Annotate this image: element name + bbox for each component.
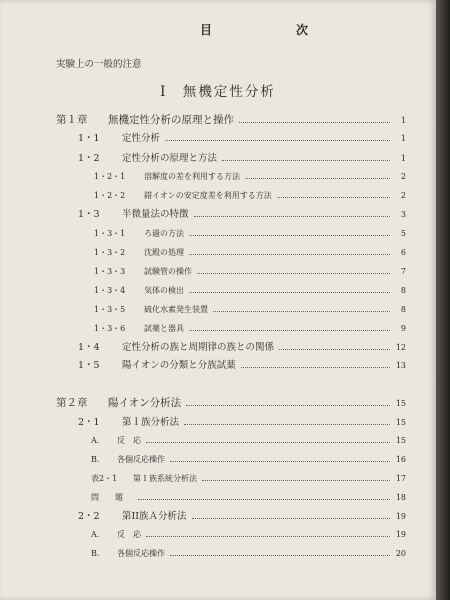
toc-label: 試薬と器具 [144,324,184,333]
leader-dots [170,453,390,462]
toc-label: 定性分析 [122,133,161,144]
toc-label: 試験管の操作 [144,267,192,276]
toc-subsection-1-3-5 [94,303,406,317]
toc-chapter-1 [56,113,406,127]
leader-dots [194,208,390,217]
leader-dots [197,265,390,274]
toc-number: B. [91,549,100,558]
toc-page: 19 [395,512,406,521]
toc-problems [91,491,406,505]
toc-label: ろ過の方法 [144,229,184,238]
toc-page: 15 [395,418,406,427]
toc-page: 18 [395,493,406,502]
leader-dots [146,528,390,537]
toc-number: 表2・1 [91,474,118,483]
leader-dots [189,246,390,255]
toc-number: 1・3・2 [94,248,126,257]
toc-number: 1・1 [78,133,100,144]
leader-dots [222,152,390,161]
toc-item-2-1-a [91,434,406,448]
toc-number: 1・2・2 [94,191,126,200]
toc-number: 1・4 [78,342,100,353]
toc-number: B. [91,455,100,464]
toc-item-2-2-a [91,528,406,542]
preliminary-note: 実験上の一般的注意 [56,59,142,70]
toc-page: 7 [400,267,406,276]
toc-label: 錯イオンの安定度差を利用する方法 [144,191,272,200]
toc-chapter-2 [56,396,406,410]
toc-label: 第Ｉ族系統分析法 [133,474,197,483]
toc-section-2-2 [78,510,406,524]
toc-subsection-1-3-6 [94,322,406,336]
toc-page: 3 [400,210,406,219]
leader-dots [277,189,390,198]
toc-section-1-3 [78,208,406,222]
toc-number: 1・3・5 [94,305,126,314]
toc-label: 陽イオンの分類と分族試薬 [122,360,236,371]
toc-number: 1・5 [78,360,100,371]
toc-table-2-1 [91,472,406,486]
leader-dots [146,434,390,443]
toc-label: 半微量法の特徴 [122,209,189,220]
toc-page: 19 [395,530,406,539]
toc-label: 第II族Ａ分析法 [122,511,187,522]
toc-number: 1・2 [78,153,100,164]
toc-label: 第Ｉ族分析法 [122,417,180,428]
toc-subsection-1-3-3 [94,265,406,279]
leader-dots [184,416,390,425]
toc-page: 16 [395,455,406,464]
toc-number: 2・1 [78,417,100,428]
toc-item-2-1-b [91,453,406,467]
leader-dots [192,510,390,519]
toc-page: 1 [400,154,406,163]
leader-dots [241,359,390,368]
toc-page: 15 [395,436,406,445]
toc-page: 5 [400,229,406,238]
toc-section-1-2 [78,152,406,166]
leader-dots [239,114,390,123]
toc-section-1-1 [78,132,406,146]
toc-page: 15 [395,399,406,408]
toc-section-2-1 [78,416,406,430]
toc-number: 1・3・1 [94,229,126,238]
leader-dots [186,397,390,406]
toc-page: 2 [400,191,406,200]
toc-page: 17 [395,474,406,483]
toc-page: 20 [395,549,406,558]
toc-number: A. [91,436,100,445]
toc-page: 12 [395,343,406,352]
leader-dots [138,491,390,500]
toc-page: 1 [400,116,406,125]
toc-number: 第１章 [56,114,88,126]
toc-number: 1・3・3 [94,267,126,276]
toc-label: 反 応 [117,436,141,445]
toc-page: 13 [395,361,406,370]
toc-subsection-1-3-2 [94,246,406,260]
toc-section-1-5 [78,359,406,373]
toc-label: 溶解度の差を利用する方法 [144,172,240,181]
toc-page: 6 [400,248,406,257]
toc-label: 反 応 [117,530,141,539]
leader-dots [165,132,390,141]
leader-dots [213,303,390,312]
toc-label: 各個反応操作 [117,549,165,558]
toc-page: 2 [400,172,406,181]
leader-dots [170,547,390,556]
toc-page: 1 [400,134,406,143]
toc-label: 無機定性分析の原理と操作 [108,114,234,126]
toc-page: 8 [400,305,406,314]
toc-item-2-2-b [91,547,406,561]
toc-number: 1・2・1 [94,172,126,181]
toc-number: 第２章 [56,397,88,409]
part-heading: I 無機定性分析 [160,84,276,100]
toc-label: 各個反応操作 [117,455,165,464]
toc-number: 問 題 [91,493,123,502]
toc-subsection-1-2-2 [94,189,406,203]
toc-subsection-1-3-4 [94,284,406,298]
toc-number: 1・3 [78,209,100,220]
leader-dots [245,170,390,179]
toc-subsection-1-2-1 [94,170,406,184]
toc-label: 定性分析の原理と方法 [122,153,218,164]
toc-label: 気体の検出 [144,286,184,295]
toc-page: 8 [400,286,406,295]
toc-subsection-1-3-1 [94,227,406,241]
toc-page: 9 [400,324,406,333]
toc-number: A. [91,530,100,539]
toc-label: 沈殿の処理 [144,248,184,257]
leader-dots [189,227,390,236]
leader-dots [189,322,390,331]
toc-label: 硫化水素発生装置 [144,305,208,314]
leader-dots [189,284,390,293]
toc-number: 1・3・6 [94,324,126,333]
toc-label: 陽イオン分析法 [108,397,182,409]
leader-dots [202,472,390,481]
page-title: 目 次 [200,23,329,37]
toc-number: 1・3・4 [94,286,126,295]
toc-number: 2・2 [78,511,100,522]
toc-section-1-4 [78,341,406,355]
leader-dots [279,341,390,350]
book-spine-shadow [436,0,450,600]
toc-label: 定性分析の族と周期律の族との関係 [122,342,275,353]
